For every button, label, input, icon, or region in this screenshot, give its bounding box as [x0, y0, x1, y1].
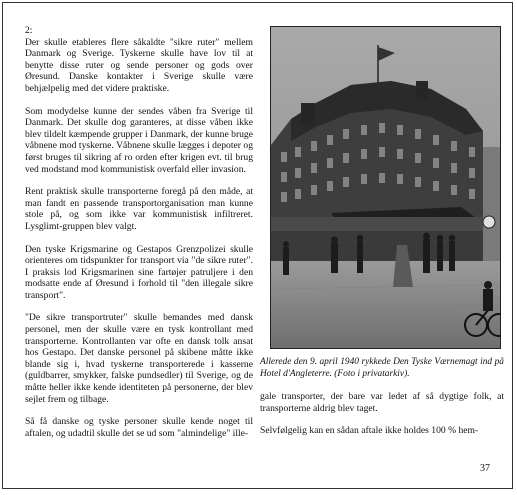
paragraph: "De sikre transportruter" skulle bemandes med dansk personel, men der skulle være en tysk kontrollant med transporterne. Kontrollanten var ofte en dansk tolk ansat hos Gestapo. Det danske personel på skibene måtte ikke blande sig i, hvad tyskerne transporterede i kasserne (guldbarrer, smykker, falske pundsedler) til Sverige, og de måtte heller ikke kende identiteten på personerne, der blev sejlet frem og tilbage. [25, 312, 253, 405]
paragraph: Som modydelse kunne der sendes våben fra Sverige til Danmark. Det skulle dog garanteres, at disse våben ikke blev tildelt kæmpende grupper i Danmark, der kunne bruge våbnene mod tyskerne. Våbnene skulle lægges i depoter og først bruges til sikring af ro orden efter krigen evt. til brug ved modstand mod kommunistisk overfald eller invasion. [25, 105, 253, 175]
historical-photo-hotel [270, 26, 501, 349]
book-page [2, 2, 513, 489]
paragraph: Rent praktisk skulle transporterne foregå på den måde, at man fandt en passende transportorganisation man kunne stole på, og som ikke var kommunistisk infiltreret. Lysglimt-gruppen blev valgt. [25, 186, 253, 232]
paragraph: gale transporter, der bare var ledet af så dygtige folk, at transporterne aldrig blev taget. [260, 391, 504, 414]
section-number: 2: [25, 25, 33, 36]
paragraph: Der skulle etableres flere såkaldte "sikre ruter" mellem Danmark og Sverige. Tyskerne skulle have lov til at benytte disse ruter og sende personer og gods over Øresund. Danske kontakter i Sverige skulle være behjælpelig med det videre praktiske. [25, 36, 253, 94]
paragraph: Selvfølgelig kan en sådan aftale ikke holdes 100 % hem- [260, 425, 479, 437]
photo-hotel-angleterre-image [271, 27, 501, 349]
left-text-column [25, 25, 253, 450]
page-number: 37 [480, 463, 490, 474]
paragraph: Så få danske og tyske personer skulle kende noget til aftalen, og udadtil skulle det se ud som "almindelige" ille- [25, 416, 253, 439]
right-text-column [260, 391, 504, 448]
photo-caption: Allerede den 9. april 1940 rykkede Den Tyske Værnemagt ind på Hotel d'Angleterre. (Foto i privatarkiv). [260, 357, 504, 379]
paragraph: Den tyske Krigsmarine og Gestapos Grenzpolizei skulle orienteres om tidspunkter for transport via "de sikre ruter". I praksis lod Krigsmarinen sine fartøjer patruljere i den modsatte ende af Øresund i forhold til "den illegale sikre transport". [25, 243, 253, 301]
